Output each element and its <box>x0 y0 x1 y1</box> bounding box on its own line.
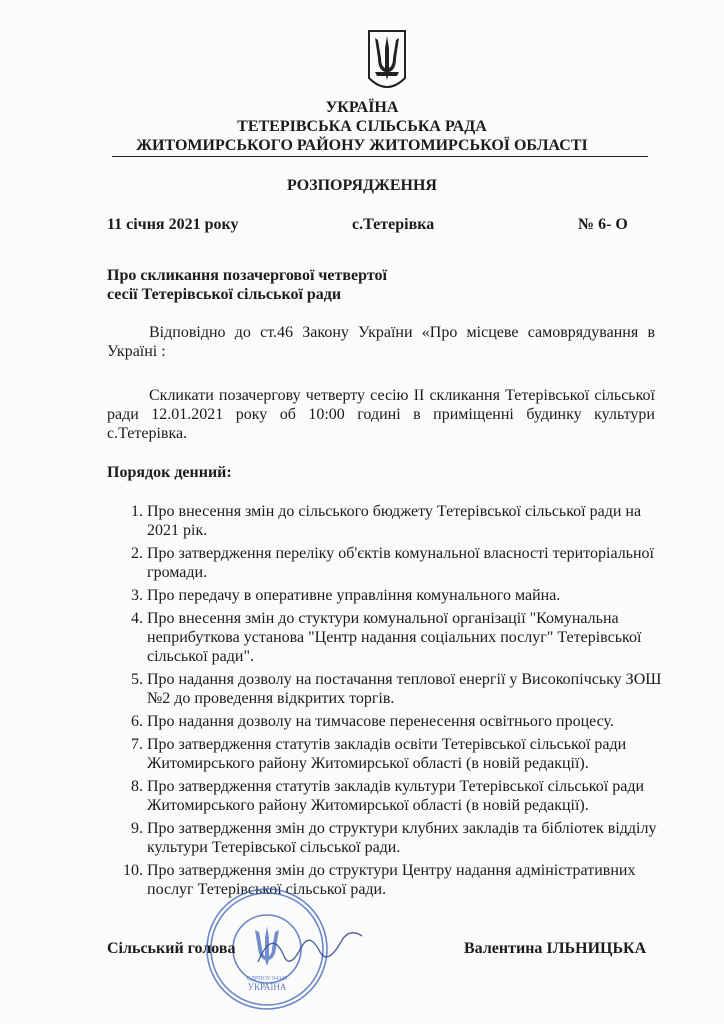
agenda-item-text: Про затвердження статутів закладів культури Тетерівської сільської ради Житомирського району Житомирської області (в новій редакції). <box>147 778 645 814</box>
header-country: УКРАЇНА <box>325 99 399 116</box>
document-number: № 6- О <box>578 216 628 233</box>
header-council: ТЕТЕРІВСЬКА СІЛЬСЬКА РАДА <box>237 118 487 135</box>
agenda-item-text: Про передачу в оперативне управління комунального майна. <box>147 587 561 604</box>
agenda-item-number: 9. <box>131 820 143 837</box>
agenda-item-number: 4. <box>131 610 143 627</box>
agenda-heading: Порядок денний: <box>107 464 232 481</box>
handwritten-signature <box>250 918 370 978</box>
agenda-list <box>113 502 673 903</box>
agenda-item-text: Про внесення змін до сільського бюджету Тетерівської сільської ради на 2021 рік. <box>147 503 642 539</box>
agenda-item-number: 10. <box>123 862 143 879</box>
signatory-position: Сільський голова <box>107 940 236 957</box>
agenda-item <box>113 777 673 815</box>
stamp-code: ЄДРПОУ 04345 <box>246 976 288 982</box>
agenda-item-number: 7. <box>131 736 143 753</box>
document-date: 11 січня 2021 року <box>107 216 239 233</box>
agenda-item <box>113 712 673 731</box>
agenda-item-number: 5. <box>131 671 143 688</box>
subject-line-1: Про скликання позачергової четвертої <box>107 267 387 284</box>
agenda-item-number: 2. <box>131 545 143 562</box>
header-divider <box>112 156 648 157</box>
agenda-item-text: Про надання дозволу на постачання теплової енергії у Високопічську ЗОШ №2 до проведення відкритих торгів. <box>147 671 662 707</box>
subject-line-2: сесії Тетерівської сільської ради <box>107 286 342 303</box>
agenda-item <box>113 544 673 582</box>
paragraph-convene-text: Скликати позачергову четверту сесію ІІ скликання Тетерівської сільської ради 12.01.2021 року об 10:00 годині в приміщенні будинку культури с.Тетерівка. <box>107 387 655 442</box>
agenda-item <box>113 609 673 666</box>
paragraph-basis-text: Відповідно до ст.46 Закону України «Про місцеве самоврядування в Україні : <box>107 324 655 360</box>
trident-icon <box>366 28 408 94</box>
agenda-item-number: 6. <box>131 713 143 730</box>
document-title: РОЗПОРЯДЖЕННЯ <box>287 177 437 194</box>
agenda-item-text: Про затвердження переліку об'єктів комунальної власності територіальної громади. <box>147 545 654 581</box>
agenda-item-number: 1. <box>131 503 143 520</box>
agenda-item-number: 3. <box>131 587 143 604</box>
stamp-country: УКРАЇНА <box>247 982 287 992</box>
paragraph-convene <box>107 386 655 443</box>
agenda-item-text: Про внесення змін до стуктури комунальної організації "Комунальна неприбуткова установа "Центр надання соціальних послуг" Тетерівської сільської ради". <box>147 610 642 665</box>
agenda-item-text: Про затвердження змін до структури клубних закладів та бібліотек відділу культури Тетерівської сільської ради. <box>147 820 657 856</box>
agenda-item <box>113 670 673 708</box>
agenda-item <box>113 586 673 605</box>
header-district: ЖИТОМИРСЬКОГО РАЙОНУ ЖИТОМИРСЬКОЇ ОБЛАСТІ <box>136 137 588 154</box>
document-place: с.Тетерівка <box>352 216 435 233</box>
agenda-item-text: Про надання дозволу на тимчасове перенесення освітнього процесу. <box>147 713 614 730</box>
agenda-item <box>113 502 673 540</box>
agenda-item <box>113 861 673 899</box>
agenda-item <box>113 819 673 857</box>
paragraph-basis <box>107 323 655 361</box>
agenda-item <box>113 735 673 773</box>
agenda-item-text: Про затвердження змін до структури Центру надання адміністративних послуг Тетерівської сільської ради. <box>147 862 636 898</box>
signatory-name: Валентина ІЛЬНИЦЬКА <box>464 940 647 957</box>
agenda-item-number: 8. <box>131 778 143 795</box>
agenda-item-text: Про затвердження статутів закладів освіти Тетерівської сільської ради Житомирського району Житомирської області (в новій редакції). <box>147 736 627 772</box>
document-subject <box>107 266 387 304</box>
